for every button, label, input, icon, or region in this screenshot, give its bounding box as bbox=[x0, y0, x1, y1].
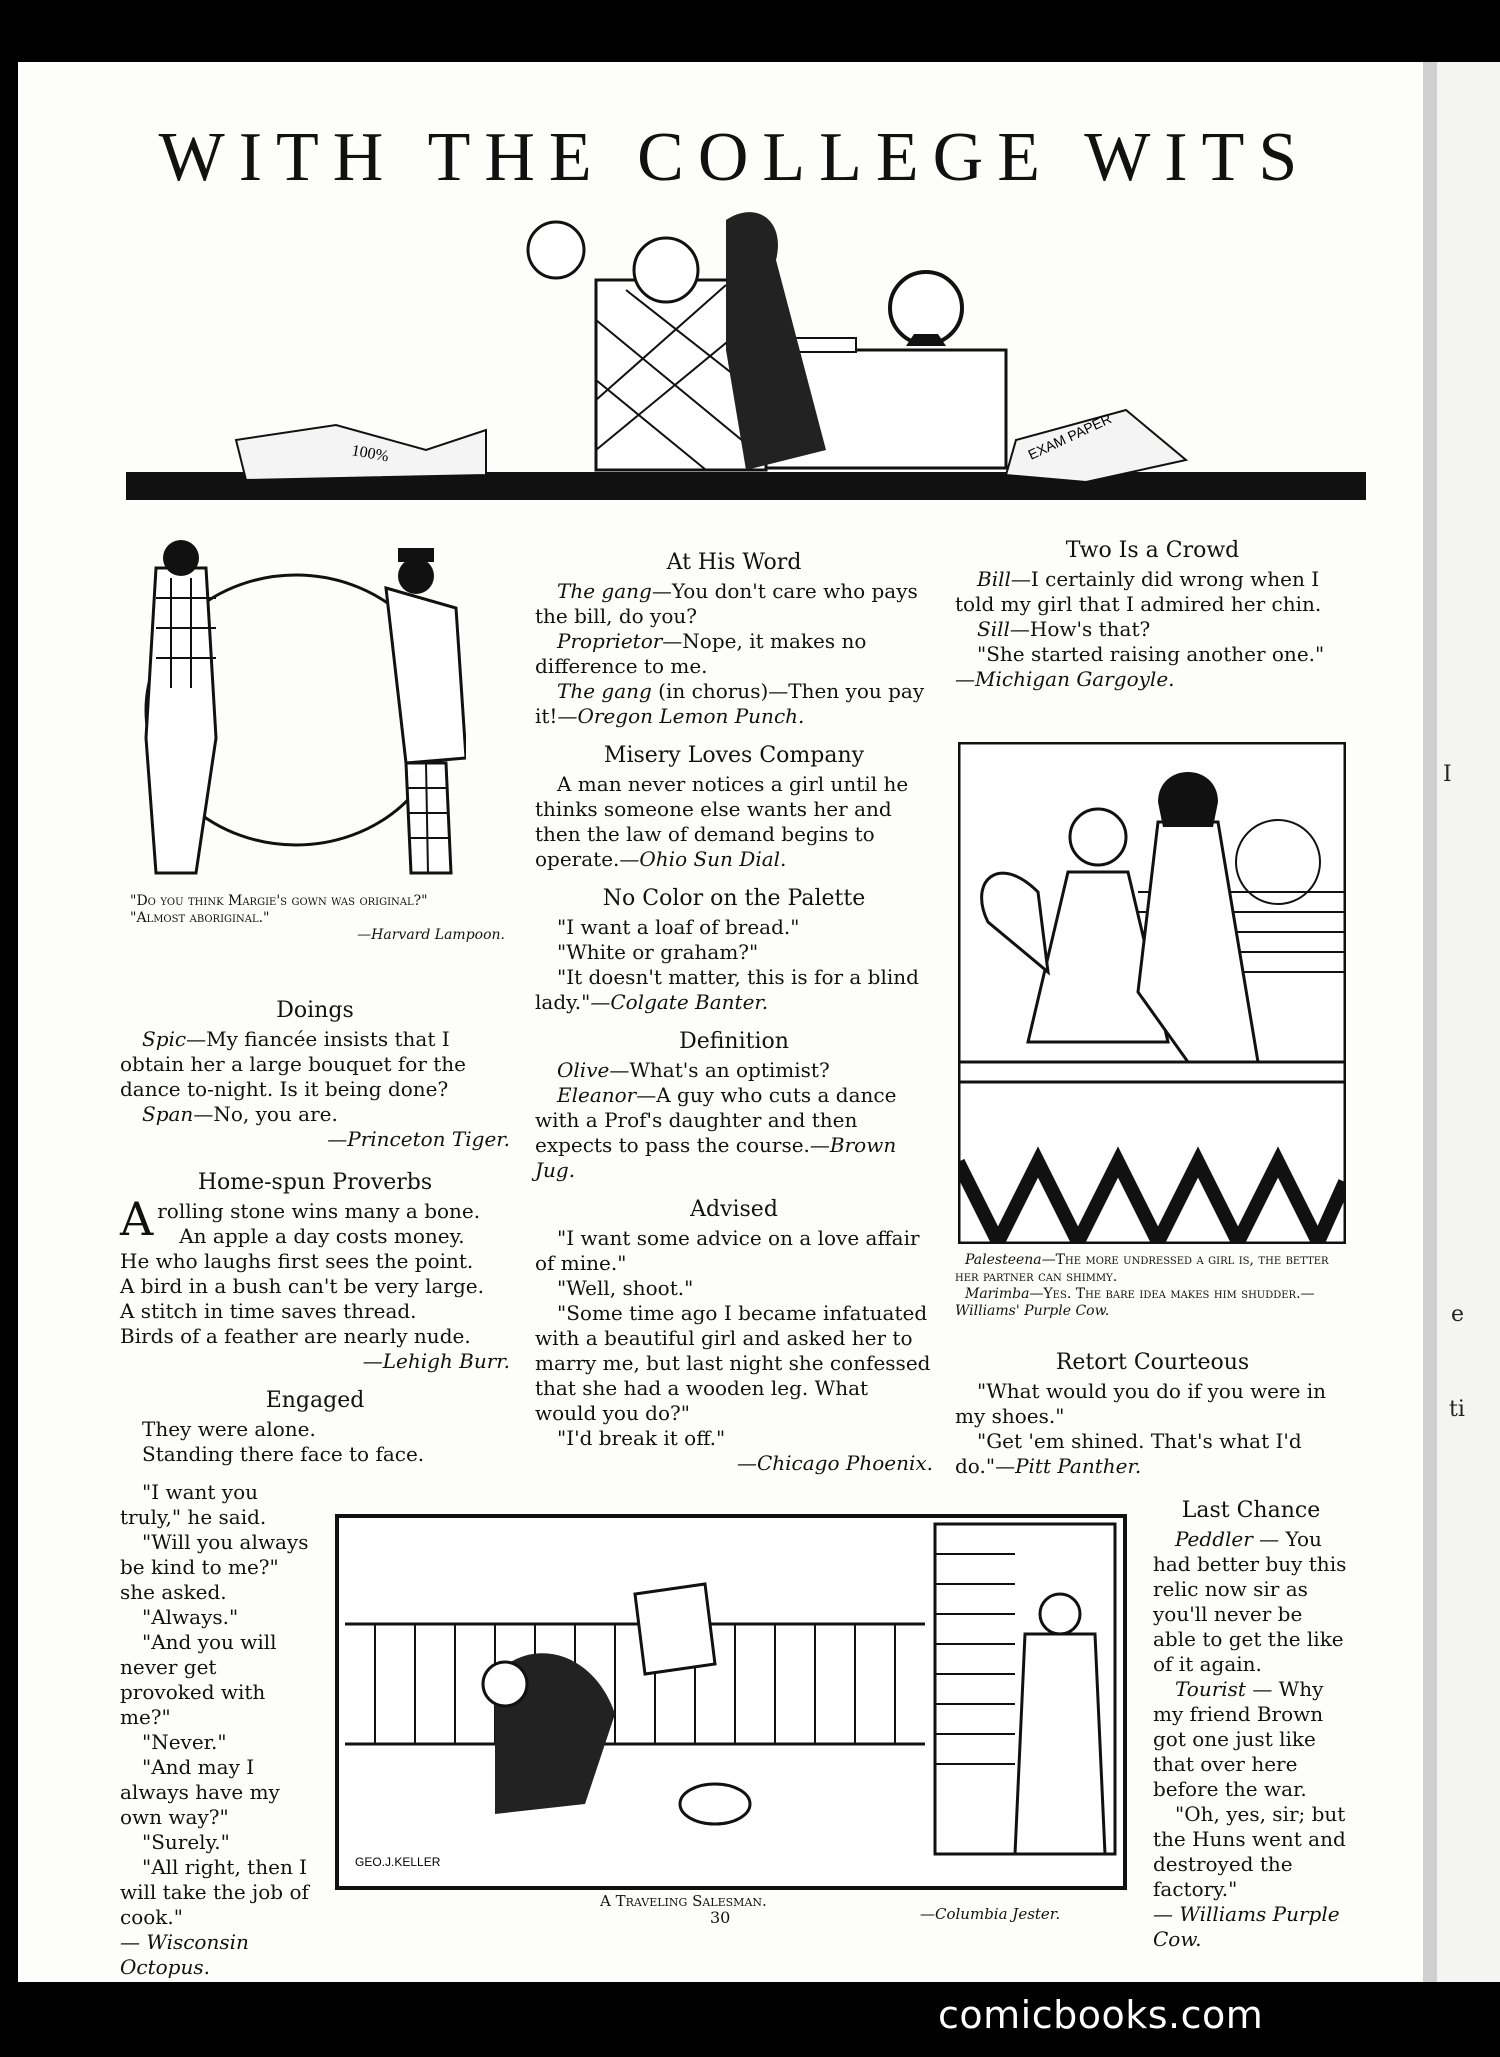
globe bbox=[890, 272, 962, 344]
page-title: WITH THE COLLEGE WITS bbox=[158, 119, 1312, 196]
engaged-line-8: "And may I always have my own way?" bbox=[120, 1755, 280, 1829]
column-middle bbox=[535, 540, 933, 1476]
salesman-caption-title: A Traveling Salesman. bbox=[600, 1892, 767, 1910]
salesman-source bbox=[920, 1906, 1120, 1923]
man-right-head bbox=[398, 558, 434, 594]
site-credit: comicbooks.com bbox=[938, 1993, 1264, 2037]
last-chance-line-1: Peddler — You had better buy this relic now sir as you'll never be able to get the like of it again. bbox=[1153, 1527, 1347, 1676]
no-color-line-2: "White or graham?" bbox=[557, 940, 759, 964]
woman-right-hair bbox=[1158, 772, 1218, 827]
two-crowd-line-2: Sill—How's that? bbox=[977, 617, 1151, 641]
definition-line-2: Eleanor—A guy who cuts a dance with a Prof's daughter and then expects to pass the course.—Brown Jug. bbox=[535, 1083, 897, 1182]
engaged-line-5: "Always." bbox=[142, 1605, 239, 1629]
proverb-line-3: A bird in a bush can't be very large. bbox=[120, 1274, 484, 1298]
woman-head bbox=[1040, 1594, 1080, 1634]
column-right-lower bbox=[1153, 1488, 1349, 1952]
column-right-mid bbox=[955, 1340, 1350, 1479]
dancers-caption-line-1: Palesteena—The more undressed a girl is, the better her partner can shimmy. bbox=[955, 1252, 1329, 1285]
hoop-cartoon-caption bbox=[120, 893, 505, 944]
cartoon-signature: GEO.J.KELLER bbox=[355, 1855, 441, 1869]
proverb-line-5: Birds of a feather are nearly nude. bbox=[120, 1324, 471, 1348]
advised-line-4: "I'd break it off." bbox=[557, 1426, 726, 1450]
professor-head bbox=[634, 238, 698, 302]
retort-heading: Retort Courteous bbox=[1055, 1350, 1250, 1375]
adjacent-page-fragment: I e ti bbox=[1437, 62, 1500, 1982]
advised-line-1: "I want some advice on a love affair of mine." bbox=[535, 1226, 920, 1275]
proverbs-source: —Lehigh Burr. bbox=[362, 1349, 510, 1373]
dancers-cartoon bbox=[958, 742, 1346, 1244]
caption-answer: "Almost aboriginal." bbox=[130, 910, 270, 926]
salesman-head bbox=[483, 1662, 527, 1706]
caption-question: "Do you think Margie's gown was original?" bbox=[130, 893, 428, 909]
at-his-word-heading: At His Word bbox=[666, 550, 802, 575]
advised-heading: Advised bbox=[690, 1197, 778, 1222]
two-crowd-line-1: Bill—I certainly did wrong when I told my girl that I admired her chin. bbox=[955, 567, 1322, 616]
at-his-word-line-2: Proprietor—Nope, it makes no difference to me. bbox=[535, 629, 867, 678]
doings-line-1: Spic—My fiancée insists that I obtain her a large bouquet for the dance to-night. Is it being done? bbox=[120, 1027, 466, 1101]
two-crowd-heading: Two Is a Crowd bbox=[1065, 538, 1240, 563]
doings-line-2: Span—No, you are. bbox=[142, 1102, 338, 1126]
engaged-line-7: "Never." bbox=[142, 1730, 227, 1754]
exam-paper-label: EXAM PAPER bbox=[1025, 410, 1114, 463]
woman-left-head bbox=[1070, 809, 1126, 865]
engaged-line-10: "All right, then I will take the job of cook." bbox=[120, 1855, 309, 1929]
caption-source: —Harvard Lampoon. bbox=[357, 927, 505, 943]
man-right-hat bbox=[398, 548, 434, 562]
header-illustration bbox=[126, 200, 1366, 502]
retort-line-2: "Get 'em shined. That's what I'd do."—Pitt Panther. bbox=[955, 1429, 1302, 1478]
definition-line-1: Olive—What's an optimist? bbox=[557, 1058, 830, 1082]
salesman-caption bbox=[600, 1893, 900, 1910]
last-chance-source: — Williams Purple Cow. bbox=[1153, 1902, 1340, 1951]
paper-score-label: 100% bbox=[350, 442, 391, 466]
two-crowd-line-3: "She started raising another one." bbox=[977, 642, 1325, 666]
proverbs-heading: Home-spun Proverbs bbox=[197, 1170, 433, 1195]
proverb-line-4: A stitch in time saves thread. bbox=[120, 1299, 417, 1323]
misery-heading: Misery Loves Company bbox=[603, 743, 865, 768]
at-his-word-line-1: The gang—You don't care who pays the bill, do you? bbox=[535, 579, 918, 628]
definition-heading: Definition bbox=[679, 1029, 789, 1054]
column-right-upper bbox=[955, 528, 1350, 692]
man-left-figure bbox=[146, 568, 216, 873]
no-color-line-3: "It doesn't matter, this is for a blind lady."—Colgate Banter. bbox=[535, 965, 919, 1014]
engaged-heading: Engaged bbox=[265, 1388, 365, 1413]
page-number: 30 bbox=[710, 1908, 731, 1927]
no-color-line-1: "I want a loaf of bread." bbox=[557, 915, 800, 939]
advised-line-3: "Some time ago I became infatuated with a beautiful girl and asked her to marry me, but last night she confessed that she had a wooden leg. What would you do?" bbox=[535, 1301, 931, 1425]
advised-line-2: "Well, shoot." bbox=[557, 1276, 694, 1300]
proverbs-first-line: Arolling stone wins many a bone. bbox=[120, 1192, 481, 1246]
salesman-source-text: —Columbia Jester. bbox=[920, 1905, 1061, 1923]
man-right-figure bbox=[386, 588, 466, 763]
page-edge bbox=[1423, 62, 1437, 1982]
last-chance-heading: Last Chance bbox=[1181, 1498, 1321, 1523]
engaged-source: — Wisconsin Octopus. bbox=[120, 1930, 249, 1979]
engaged-line-4: "Will you always be kind to me?" she asked. bbox=[120, 1530, 309, 1604]
man-left-head bbox=[163, 540, 199, 576]
girl-left-head bbox=[528, 222, 584, 278]
engaged-line-9: "Surely." bbox=[142, 1830, 230, 1854]
engaged-line-2: Standing there face to face. bbox=[142, 1442, 425, 1466]
bulldog bbox=[680, 1784, 750, 1824]
doings-source: —Princeton Tiger. bbox=[327, 1127, 510, 1151]
proverb-line-1: An apple a day costs money. bbox=[179, 1224, 465, 1248]
misery-text: A man never notices a girl until he thinks someone else wants her and then the law of demand begins to operate.—Ohio Sun Dial. bbox=[535, 772, 909, 871]
engaged-line-3: "I want you truly," he said. bbox=[120, 1480, 267, 1529]
engaged-line-6: "And you will never get provoked with me?" bbox=[120, 1630, 277, 1729]
proverb-line-2: He who laughs first sees the point. bbox=[120, 1249, 474, 1273]
engaged-line-1: They were alone. bbox=[142, 1417, 316, 1441]
at-his-word-line-3: The gang (in chorus)—Then you pay it!—Oregon Lemon Punch. bbox=[535, 679, 925, 728]
doings-heading: Doings bbox=[276, 998, 354, 1023]
two-crowd-source: —Michigan Gargoyle. bbox=[955, 667, 1175, 691]
advised-source: —Chicago Phoenix. bbox=[736, 1451, 933, 1475]
no-color-heading: No Color on the Palette bbox=[602, 886, 866, 911]
column-left-lower bbox=[120, 1480, 310, 1980]
dancers-caption-line-2: Marimba—Yes. The bare idea makes him shudder.—Williams' Purple Cow. bbox=[955, 1286, 1315, 1319]
suitcase bbox=[635, 1584, 715, 1674]
last-chance-line-2: Tourist — Why my friend Brown got one just like that over here before the war. bbox=[1153, 1677, 1324, 1801]
hoop-cartoon bbox=[126, 538, 466, 890]
dancers-caption bbox=[955, 1252, 1350, 1320]
woman-at-door bbox=[1015, 1634, 1105, 1854]
column-left-upper bbox=[120, 988, 510, 1467]
salesman-cartoon bbox=[335, 1514, 1127, 1890]
retort-line-1: "What would you do if you were in my shoes." bbox=[955, 1379, 1327, 1428]
last-chance-line-3: "Oh, yes, sir; but the Huns went and destroyed the factory." bbox=[1153, 1802, 1346, 1901]
